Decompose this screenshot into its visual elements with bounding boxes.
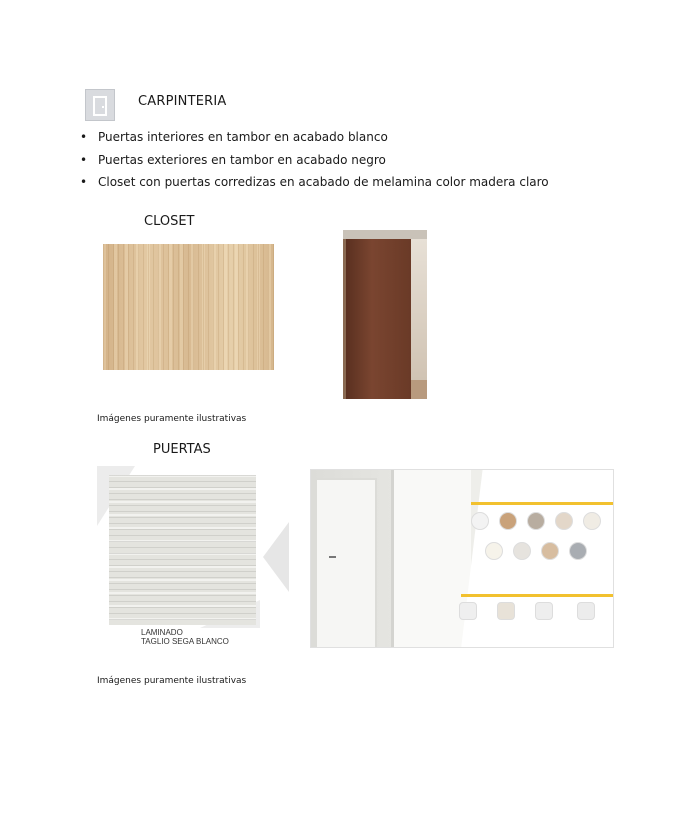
catalog-detail-image xyxy=(497,602,515,620)
bullet-item: • Puertas exteriores en tambor en acabado negro xyxy=(80,149,549,172)
laminado-swatch-image xyxy=(109,475,256,625)
closet-sliding-door-photo xyxy=(343,230,427,399)
color-swatch xyxy=(541,542,559,560)
laminado-label-line2: TAGLIO SEGA BLANCO xyxy=(141,637,229,646)
laminado-label-line1: LAMINADO xyxy=(141,628,183,637)
door-icon-shape xyxy=(93,96,107,116)
decorative-shape xyxy=(263,522,289,592)
closet-title: CLOSET xyxy=(144,214,195,229)
closet-floor xyxy=(411,380,427,399)
color-swatch xyxy=(499,512,517,530)
color-swatch xyxy=(485,542,503,560)
color-swatch xyxy=(569,542,587,560)
color-swatch xyxy=(583,512,601,530)
door-frame xyxy=(315,478,377,648)
door-icon-knob xyxy=(102,106,104,108)
door-handle-icon xyxy=(329,556,336,558)
catalog-detail-image xyxy=(535,602,553,620)
color-swatch xyxy=(471,512,489,530)
bullet-item: • Closet con puertas corredizas en acabado de melamina color madera claro xyxy=(80,171,549,194)
doors-catalog-image xyxy=(310,469,614,648)
color-swatch xyxy=(527,512,545,530)
door-frame xyxy=(391,470,471,648)
catalog-sheet xyxy=(461,470,614,648)
closet-rail xyxy=(343,230,427,239)
bullet-item: • Puertas interiores en tambor en acabado blanco xyxy=(80,126,549,149)
laminado-label xyxy=(141,628,229,646)
door-icon xyxy=(85,89,115,121)
oak-melamine-swatch-image xyxy=(103,244,274,370)
color-swatch xyxy=(555,512,573,530)
catalog-detail-image xyxy=(459,602,477,620)
catalog-detail-image xyxy=(577,602,595,620)
catalog-accent-bar xyxy=(471,502,614,505)
catalog-accent-bar xyxy=(461,594,614,597)
bullet-list xyxy=(80,126,549,194)
puertas-title: PUERTAS xyxy=(153,442,211,457)
closet-caption: Imágenes puramente ilustrativas xyxy=(97,414,247,424)
color-swatch xyxy=(513,542,531,560)
puertas-caption: Imágenes puramente ilustrativas xyxy=(97,676,247,686)
section-title: CARPINTERIA xyxy=(138,94,227,109)
closet-door-panel xyxy=(346,239,411,399)
closet-wall xyxy=(411,239,427,399)
